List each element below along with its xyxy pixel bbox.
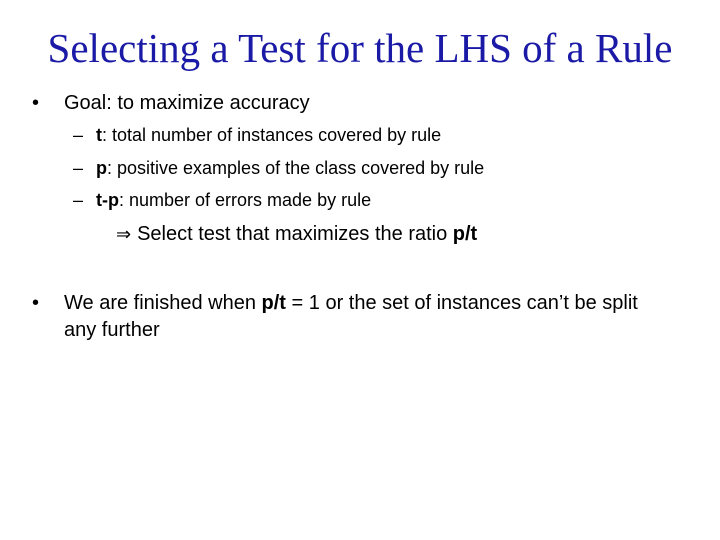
finish-suffix: = 1 or the set of instances can’t be split any further (64, 292, 638, 341)
term-description: : number of errors made by rule (118, 190, 372, 210)
dash-glyph: – (73, 190, 84, 210)
subitem-t-p (73, 188, 371, 212)
dash-glyph: – (73, 125, 84, 145)
bullet-finish (32, 290, 672, 344)
ratio: p/t (261, 292, 286, 314)
bullet-glyph: • (32, 292, 40, 314)
finish-prefix: We are finished when (64, 292, 262, 314)
term-description: : positive examples of the class covered by rule (107, 158, 485, 178)
bullet-goal (32, 90, 672, 117)
term: t-p (96, 190, 119, 210)
term: t (96, 125, 102, 145)
slide-title: Selecting a Test for the LHS of a Rule (47, 25, 673, 71)
goal-text: Goal: to maximize accuracy (64, 92, 310, 114)
dash-glyph: – (73, 158, 84, 178)
bullet-glyph: • (32, 92, 40, 114)
term: p (96, 158, 107, 178)
implies-arrow-icon: ⇒ (116, 224, 132, 245)
conclusion-line (116, 221, 477, 248)
conclusion-text: Select test that maximizes the ratio (137, 223, 453, 245)
subitem-t (73, 123, 441, 147)
ratio: p/t (452, 223, 478, 245)
term-description: : total number of instances covered by rule (102, 125, 442, 145)
subitem-p (73, 156, 484, 180)
